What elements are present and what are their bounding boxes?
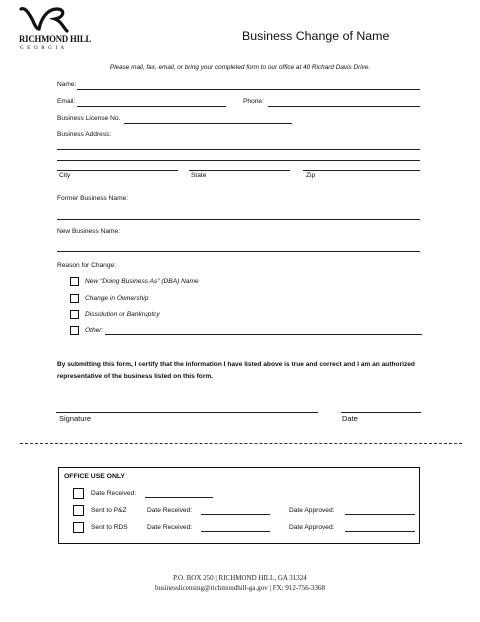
state-field[interactable]: [189, 170, 290, 171]
new-name-label: New Business Name:: [57, 228, 121, 235]
signature-field[interactable]: [56, 412, 318, 413]
address-line-1[interactable]: [57, 149, 420, 150]
reason-dissolution-checkbox[interactable]: [70, 310, 79, 319]
zip-field[interactable]: [303, 170, 420, 171]
reason-dissolution-label: Dissolution or Bankruptcy: [85, 311, 160, 318]
office-date-received-label: Date Received:: [91, 490, 137, 497]
former-name-field[interactable]: [57, 219, 420, 220]
phone-label: Phone:: [243, 98, 264, 105]
office-pz-date-received-label: Date Received:: [147, 507, 193, 514]
office-pz-date-approved-label: Date Approved:: [289, 507, 335, 514]
city-field[interactable]: [57, 170, 178, 171]
page-title: Business Change of Name: [242, 29, 390, 43]
signature-label: Signature: [59, 414, 92, 423]
date-field[interactable]: [341, 412, 421, 413]
city-label: City: [59, 172, 71, 179]
name-label: Name:: [57, 81, 77, 88]
logo-mark-icon: [19, 5, 69, 35]
address-line-2[interactable]: [57, 160, 420, 161]
office-rds-checkbox[interactable]: [73, 522, 84, 533]
footer-contact: businesslicensing@richmondhill-ga.gov | FX: 912-756-3368: [155, 584, 325, 592]
reason-other-checkbox[interactable]: [70, 326, 79, 335]
email-label: Email:: [57, 98, 76, 105]
zip-label: Zip: [306, 172, 316, 179]
certification-text: By submitting this form, I certify that the information I have listed above is true and correct and I am an authorized representative of the business listed on this form.: [57, 361, 415, 380]
license-field[interactable]: [124, 123, 292, 124]
reason-dba-checkbox[interactable]: [70, 277, 79, 286]
reason-ownership-checkbox[interactable]: [70, 294, 79, 303]
office-pz-date-received-field[interactable]: [201, 514, 270, 515]
logo-wordmark: RICHMOND HILL: [19, 35, 92, 45]
footer-address: P.O. BOX 250 | RICHMOND HILL, GA 31324: [173, 574, 307, 582]
office-pz-checkbox[interactable]: [73, 505, 84, 516]
email-field[interactable]: [77, 106, 226, 107]
logo-subtitle: G E O R G I A: [20, 46, 66, 51]
date-label: Date: [342, 414, 358, 423]
office-pz-date-approved-field[interactable]: [345, 514, 415, 515]
state-label: State: [191, 172, 207, 179]
reason-other-field[interactable]: [105, 334, 422, 335]
reason-dba-label: New “Doing Business As” (DBA) Name: [85, 278, 199, 285]
office-rds-date-approved-label: Date Approved:: [289, 524, 335, 531]
reason-ownership-label: Change in Ownership: [85, 295, 149, 302]
address-label: Business Address:: [57, 131, 112, 138]
office-use-heading: OFFICE USE ONLY: [64, 473, 125, 480]
reason-other-label: Other:: [85, 327, 104, 334]
office-received-checkbox[interactable]: [73, 488, 84, 499]
phone-field[interactable]: [268, 106, 420, 107]
new-name-field[interactable]: [57, 251, 420, 252]
reason-label: Reason for Change:: [57, 262, 117, 269]
office-sent-rds-label: Sent to RDS: [91, 524, 128, 531]
cut-line-divider: [20, 443, 462, 444]
instructions: Please mail, fax, email, or bring your completed form to our office at 40 Richard Davis Drive.: [109, 64, 371, 71]
office-rds-date-approved-field[interactable]: [345, 531, 415, 532]
office-date-received-field[interactable]: [145, 497, 213, 498]
office-rds-date-received-label: Date Received:: [147, 524, 193, 531]
name-field[interactable]: [77, 89, 420, 90]
license-label: Business License No.: [57, 115, 121, 122]
former-name-label: Former Business Name:: [57, 195, 129, 202]
office-rds-date-received-field[interactable]: [201, 531, 270, 532]
office-sent-pz-label: Sent to P&Z: [91, 507, 127, 514]
